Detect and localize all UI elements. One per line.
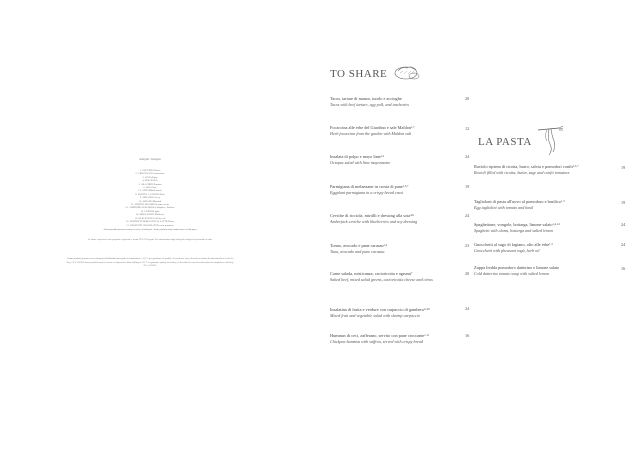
dish-price: 20 [465, 271, 470, 276]
pasta-dish [474, 164, 596, 175]
share-dish [330, 271, 458, 282]
dish-description: Cold datterino tomato soup with salted lemon [474, 270, 550, 276]
dish-name: Taglioloni di pasta all'uovo al pomodoro e basilico [474, 199, 561, 204]
allergen-item: 6. SOIA/Soy [143, 187, 157, 190]
allergen-item: 5. ARACHIDI/Peanuts [138, 183, 162, 186]
dish-description: Tuna, avocado and pane carasau [330, 248, 385, 254]
dish-description: Amberjack ceviche with blueberries and soy dressing [330, 218, 418, 224]
dish-price: 19 [465, 184, 470, 189]
dish-name: Zuppa fredda pomodoro datterino e limone salato [474, 265, 560, 270]
allergen-codes: 1,3,7 [402, 185, 409, 188]
dish-name: Insalata di polpo e mayo lime [330, 154, 381, 159]
dish-name: Spaghettone, vongole, bottarga, limone salato [474, 222, 553, 227]
share-dish [330, 307, 458, 318]
allergen-codes: 1,3 [561, 200, 565, 203]
dish-description: Octopus salad with lime mayonnaise [330, 159, 391, 165]
pasta-dish [474, 265, 614, 276]
dish-description: Gnocchetti with pheasant ragù, herb oil [474, 247, 540, 253]
frozen-products-note: Alcuni prodotti possono essere sottoposti all'abbattimento rapido di temperatura a -18 °C per garantirne la qualità e la sicurezza, come descritto nel piano di autocontrollo ai sensi del Reg. CE n. 852/04. Some products may be frozen or subjected to blast chilling at -18 °C to guarantee quality and safety, as described in our self-control plan in compliance with Reg. EC n. 852/04. [66, 258, 234, 267]
share-dish [330, 184, 458, 195]
allergen-codes: 7 [411, 272, 413, 275]
pasta-dish [474, 242, 614, 253]
dish-name: Insalatina di frutta e verdure con carpaccio di gambero [330, 307, 425, 312]
to-share-title: TO SHARE [330, 68, 388, 80]
dish-name: Raviolo ripieno di ricotta, burro, salvia e pomodori confit [474, 164, 573, 169]
dish-description: Chickpea hummus with saffron, served with crispy bread [330, 338, 423, 344]
allergen-list [55, 170, 245, 228]
dish-price: 24 [465, 306, 470, 311]
dish-description: Salted beef, mixed salad greens, cacioricotta cheese and citrus [330, 276, 433, 282]
dish-description: Ravioli filled with ricotta, butter, sage and confit tomatoes [474, 169, 570, 175]
dish-description: Tacos with beef tartare, egg yolk, and anchovies [330, 101, 409, 107]
dish-name: Tonno, avocado e pane carasau [330, 243, 384, 248]
dish-name: Focaccina alle erbe del Giardino e sale Maldon [330, 125, 412, 130]
pasta-dish [474, 222, 614, 233]
dish-price: 12 [465, 126, 470, 131]
dish-price: 23 [465, 243, 470, 248]
dish-name: Ceviche di ricciola, mirtilli e dressing alla soia [330, 213, 411, 218]
allergen-item: 8. FRUTTA A GUSCIO/Nuts [135, 193, 165, 196]
bread-illustration-icon [392, 62, 422, 82]
allergen-column [55, 158, 245, 268]
allergen-codes: 4,6 [410, 214, 414, 217]
dish-price: 24 [621, 242, 626, 247]
allergen-codes: 1,7 [411, 126, 415, 129]
la-pasta-title: LA PASTA [478, 136, 532, 148]
allergen-codes: 1,3 [549, 243, 553, 246]
dish-description: Eggplant parmigiana in a crispy bread crust [330, 189, 404, 195]
dish-price: 24 [465, 213, 470, 218]
allergen-item: 9. SEDANO/Celery [140, 197, 160, 200]
share-dish [330, 154, 458, 165]
allergen-codes: 1,4 [383, 244, 388, 247]
allergen-item: 14. MOLLUSCHI/Molluscs [135, 214, 165, 217]
allergen-codes: 2,4,8 [424, 308, 430, 311]
allergen-item: 12. ANIDRIDE SOLFOROSA/Sulphur / Sulfites [125, 207, 175, 210]
dish-price: 16 [621, 266, 626, 271]
allergen-codes: 1,3,7 [572, 165, 579, 168]
fork-with-pasta-icon [535, 124, 565, 158]
pasta-dish [474, 199, 614, 210]
allergens-title: Allergeni / Allergens [139, 158, 161, 161]
haccp-note-it: Le nostre esperienze sono preparate seguendo le norme HACCP vigenti. Per informazioni sugli allergeni rivolgersi al personale di sala. [87, 238, 213, 241]
allergen-item: 11. SEMI DI SESAMO/Sesame seeds [130, 204, 170, 207]
allergen-item: 15. OLIO DI OLIVA/Olive oil [134, 217, 166, 220]
allergen-note: Alcuni prodotti possono contenere tracce di allergeni / Some products may contain traces of allergens [103, 228, 197, 231]
share-dish [330, 243, 458, 254]
dish-price: 24 [465, 154, 470, 159]
allergen-codes: 1,4,14 [552, 223, 560, 226]
dish-price: 19 [621, 165, 626, 170]
allergen-item: 13. LUPINI/Lupin [140, 210, 160, 213]
share-dish [330, 125, 458, 136]
allergen-item: 10. SENAPE/Mustard [138, 200, 162, 203]
dish-name: Tacos, tartare di manzo, tuorlo e acciughe [330, 96, 402, 101]
dish-name: Hummus di ceci, zafferano, servito con pane croccante [330, 333, 425, 338]
allergen-item: 17. PRODOTTI SURGELATI/Frozen products [126, 224, 174, 227]
share-dish [330, 333, 458, 344]
allergen-item: 7. LATTE/Milk/Lactose [137, 190, 163, 193]
allergen-item: 2. CROSTACEI/Crustaceans [135, 173, 165, 176]
dish-description: Herb focaccina from the garden with Maldon salt [330, 130, 412, 136]
allergen-item: 4. PESCE/Fish [142, 180, 158, 183]
dish-name: Gnocchetti al sugo di fagiano, olio alle erbe [474, 242, 550, 247]
dish-description: Egg tagliolini with tomato and basil [474, 204, 534, 210]
dish-price: 24 [621, 222, 626, 227]
dish-price: 16 [465, 333, 470, 338]
dish-description: Mixed fruit and vegetable salad with shrimp carpaccio [330, 312, 420, 318]
dish-name: Carne salada, misticanza, cacioricotta e agrumi [330, 271, 412, 276]
allergen-item: 1. GLUTINE/Gluten [139, 170, 161, 172]
allergen-codes: 14 [380, 155, 384, 158]
share-dish [330, 96, 458, 107]
dish-name: Parmigiana di melanzane in crosta di pane [330, 184, 403, 189]
allergen-item: 16. PRODOTTI DERIVATI DAL LATTE/Dairy [125, 221, 175, 224]
dish-description: Spaghetti with clams, bottarga and salted lemon [474, 227, 554, 233]
dish-price: 20 [465, 96, 470, 101]
share-dish [330, 213, 458, 224]
allergen-codes: 1,11 [424, 334, 430, 337]
dish-price: 19 [621, 200, 626, 205]
allergen-item: 3. UOVA/Eggs [142, 176, 158, 179]
